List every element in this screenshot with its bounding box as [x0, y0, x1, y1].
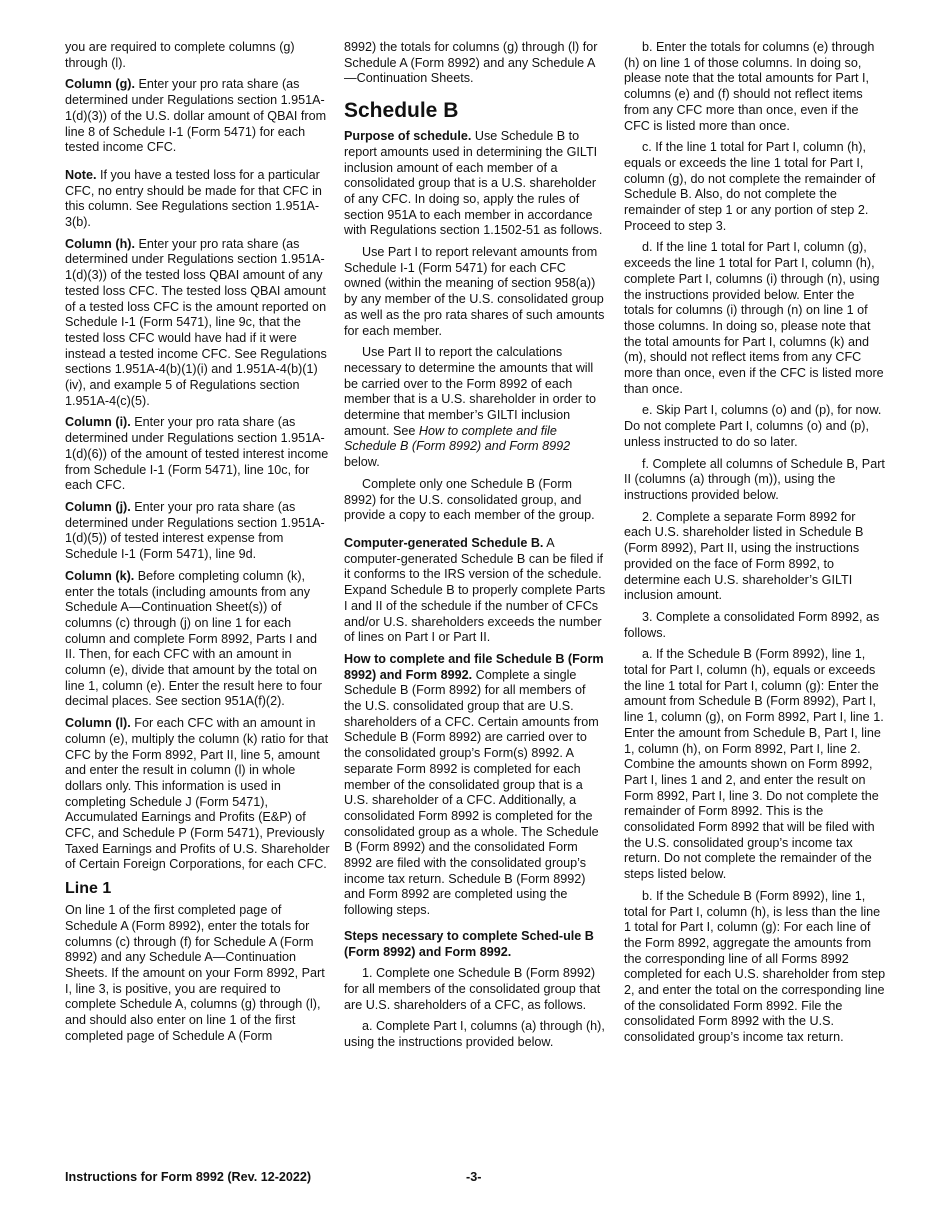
part-2-text-end: below.	[344, 455, 380, 470]
steps-heading: Steps necessary to complete Sched-ule B (Form 8992) and Form 8992.	[344, 928, 594, 959]
note-text: If you have a tested loss for a particular CFC, no entry should be made for that CFC in this column. See Regulations section 1.951A-3(b).	[65, 167, 322, 230]
part-2-paragraph	[344, 345, 606, 471]
column-l-heading: Column (l).	[65, 716, 131, 731]
cross-reference: How to complete and file Schedule B (Form 8992) and Form 8992	[344, 423, 571, 454]
column-right	[624, 40, 886, 1052]
column-left	[65, 40, 330, 1050]
column-middle	[344, 40, 606, 1057]
column-g-text: Enter your pro rata share (as determined under Regulations section 1.951A-1(d)(3)) of the U.S. dollar amount of QBAI from line 8 of Schedule I-1 (Form 5471) for each tested income CFC.	[65, 77, 327, 155]
column-g-heading: Column (g).	[65, 77, 135, 92]
column-i-text: Enter your pro rata share (as determined under Regulations section 1.951A-1(d)(6)) of the amount of tested interest income from Schedule I-1 (Form 5471), line 10c, for each CFC.	[65, 415, 329, 493]
how-to-complete-heading: How to complete and file Schedule B (Form 8992) and Form 8992.	[344, 651, 604, 682]
step-1e-paragraph: e. Skip Part I, columns (o) and (p), for now. Do not complete Part I, columns (o) and (p), unless instructed to do so later.	[624, 403, 882, 449]
paragraph: you are required to complete columns (g) through (l).	[65, 40, 295, 70]
step-1b-paragraph: b. Enter the totals for columns (e) through (h) on line 1 of those columns. In doing so, please note that the total amounts for Part I, columns (e) and (f) should not reflect items from any CFC more than once, even if the CFC is listed more than once.	[624, 40, 875, 133]
column-k-paragraph	[65, 569, 330, 710]
step-1-paragraph: 1. Complete one Schedule B (Form 8992) for all members of the consolidated group that are U.S. shareholders of a CFC, as follows.	[344, 966, 601, 1012]
footer-page-number: -3-	[466, 1170, 482, 1184]
how-to-complete-text: Complete a single Schedule B (Form 8992) for all members of the U.S. consolidated group that are U.S. shareholders of a CFC. Certain amounts from Schedule B (Form 8992) are carried over to the consolidated group’s Form(s) 8992. A separate Form 8992 is completed for each member of the consolidated group that is a U.S. shareholder of a CFC. Additionally, a consolidated Form 8992 is completed for the consolidated group as a whole. The Schedule B (Form 8992) and the consolidated Form 8992 are filed with the consolidated group’s income tax return. Schedule B (Form 8992) and Form 8992 are completed using the following steps.	[344, 667, 599, 918]
column-h-text: Enter your pro rata share (as determined under Regulations section 1.951A-1(d)(3)) of the tested loss QBAI amount of any tested loss CFC. The tested loss QBAI amount of a tested loss CFC is the amount reported on Schedule I-1 (Form 5471), line 9c, that the tested loss CFC would have had if it were instead a tested income CFC. See Regulations sections 1.951A-4(b)(1)(i) and 1.951A-4(b)(1)(iv), and example 5 of Regulations section 1.951A-4(c)(5).	[65, 236, 327, 408]
column-j-text: Enter your pro rata share (as determined under Regulations section 1.951A-1(d)(5)) of tested interest expense from Schedule I-1 (Form 5471), line 9d.	[65, 499, 325, 562]
complete-one-paragraph: Complete only one Schedule B (Form 8992) for the U.S. consolidated group, and provide a copy to each member of the group.	[344, 476, 595, 523]
column-l-text: For each CFC with an amount in column (e), multiply the column (k) ratio for that CFC by the Form 8992, Part II, line 5, amount and enter the result in column (l) in whole dollars only. This information is used in completing Schedule J (Form 5471), Accumulated Earnings and Profits (E&P) of CFC, and Schedule P (Form 5471), Previously Taxed Earnings and Profits of U.S. Shareholder of Certain Foreign Corporations, for each CFC.	[65, 716, 330, 872]
computer-generated-paragraph	[344, 536, 606, 646]
paragraph: 8992) the totals for columns (g) through (l) for Schedule A (Form 8992) and any Schedule A—Continuation Sheets.	[344, 40, 598, 86]
footer-form-title: Instructions for Form 8992 (Rev. 12-2022)	[65, 1170, 312, 1184]
note-heading: Note.	[65, 167, 97, 182]
column-k-heading: Column (k).	[65, 568, 135, 583]
column-j-heading: Column (j).	[65, 499, 131, 514]
column-g-paragraph	[65, 77, 330, 156]
column-k-text: Before completing column (k), enter the totals (including amounts from any Schedule A—Continuation Sheet(s)) of columns (c) through (j) on line 1 for each column and complete Form 8992, Parts I and II. Then, for each CFC with an amount in column (e), divide that amount by the total on line 1, column (e). Enter the result here to four decimal places. See section 951A(f)(2).	[65, 568, 322, 709]
purpose-paragraph	[344, 129, 606, 239]
column-h-heading: Column (h).	[65, 236, 135, 251]
step-3-paragraph: 3. Complete a consolidated Form 8992, as follows.	[624, 609, 880, 640]
line-1-heading: Line 1	[65, 880, 112, 898]
part-2-text: Use Part II to report the calculations necessary to determine the amounts that will be carried over to the Form 8992 of each member that is a U.S. shareholder in order to determine that member’s GILTI inclusion amount. See	[344, 345, 596, 438]
computer-generated-heading: Computer-generated Schedule B.	[344, 535, 544, 550]
column-i-heading: Column (i).	[65, 415, 131, 430]
column-j-paragraph	[65, 500, 330, 563]
step-2-paragraph: 2. Complete a separate Form 8992 for each U.S. shareholder listed in Schedule B (Form 8992), Part II, using the instructions provided on the face of Form 8992, to determine each U.S. shareholder’s GILTI inclusion amount.	[624, 509, 864, 603]
part-1-paragraph: Use Part I to report relevant amounts from Schedule I-1 (Form 5471) for each CFC owned (within the meaning of section 958(a)) by any member of the U.S. consolidated group as well as the pro rata shares of such amounts for each member.	[344, 245, 605, 338]
how-to-complete-paragraph	[344, 652, 606, 919]
column-l-paragraph	[65, 716, 330, 873]
purpose-heading: Purpose of schedule.	[344, 129, 472, 144]
column-i-paragraph	[65, 415, 330, 494]
step-1d-paragraph: d. If the line 1 total for Part I, column (g), exceeds the line 1 total for Part I, column (h), complete Part I, columns (i) through (n), using the instructions provided below. Enter the totals for columns (i) through (n) on line 1 of those columns. In doing so, please note that the total amounts for Part I, columns (k) and (m), should not reflect items from any CFC more than once, even if the CFC is listed more than once.	[624, 240, 884, 396]
step-1c-paragraph: c. If the line 1 total for Part I, column (h), equals or exceeds the line 1 total for Part I, column (g), do not complete the remainder of Schedule B. Also, do not complete the remainder of step 1 or any portion of step 2. Proceed to step 3.	[624, 140, 876, 233]
column-h-paragraph	[65, 237, 330, 410]
note-paragraph	[65, 168, 330, 231]
line-1-paragraph: On line 1 of the first completed page of Schedule A (Form 8992), enter the totals for columns (c) through (f) for Schedule A (Form 8992) and any Schedule A—Continuation Sheets. If the amount on your Form 8992, Part I, line 3, is positive, you are required to complete Schedule A, columns (g) through (l), and should also enter on line 1 of the first completed page of Schedule A (Form	[65, 903, 325, 1043]
purpose-text: Use Schedule B to report amounts used in determining the GILTI inclusion amount of each member of a consolidated group that is a U.S. shareholder of any CFC. In doing so, apply the rules of section 951A to each member in accordance with Regulations section 1.1502-51 as follows.	[344, 129, 603, 238]
step-1f-paragraph: f. Complete all columns of Schedule B, Part II (columns (a) through (m)), using the instructions provided below.	[624, 456, 885, 502]
step-3a-paragraph: a. If the Schedule B (Form 8992), line 1, total for Part I, column (h), equals or exceeds the line 1 total for Part I, column (g): Enter the amount from Schedule B (Form 8992), Part I, line 1, column (g), on Form 8992, Part I, line 1. Enter the amount from Schedule B, Part I, line 1, column (h), on Form 8992, Part I, line 2. Combine the amounts shown on Form 8992, Part I, lines 1 and 2, and enter the result on Form 8992, Part I, line 3. Do not complete the remainder of Form 8992. This is the consolidated Form 8992 that will be filed with the U.S. consolidated group’s income tax return. Do not complete the remainder of the steps listed below.	[624, 647, 884, 882]
step-1a-paragraph: a. Complete Part I, columns (a) through (h), using the instructions provided below.	[344, 1019, 605, 1050]
schedule-b-heading: Schedule B	[344, 99, 459, 123]
step-3b-paragraph: b. If the Schedule B (Form 8992), line 1, total for Part I, column (h), is less than the line 1 total for Part I, column (g): For each line of the Form 8992, aggregate the amounts from the corresponding line of all Forms 8992 completed for each U.S. shareholder from step 2, and enter the total on the corresponding line of the consolidated Form 8992. File the consolidated Form 8992 with the U.S. consolidated group’s income tax return.	[624, 888, 886, 1045]
computer-generated-text: A computer-generated Schedule B can be filed if it conforms to the IRS version of the schedule. Expand Schedule B to properly complete Parts I and II of the schedule if the number of CFCs and/or U.S. shareholders exceeds the number of lines on Part I or Part II.	[344, 535, 606, 645]
